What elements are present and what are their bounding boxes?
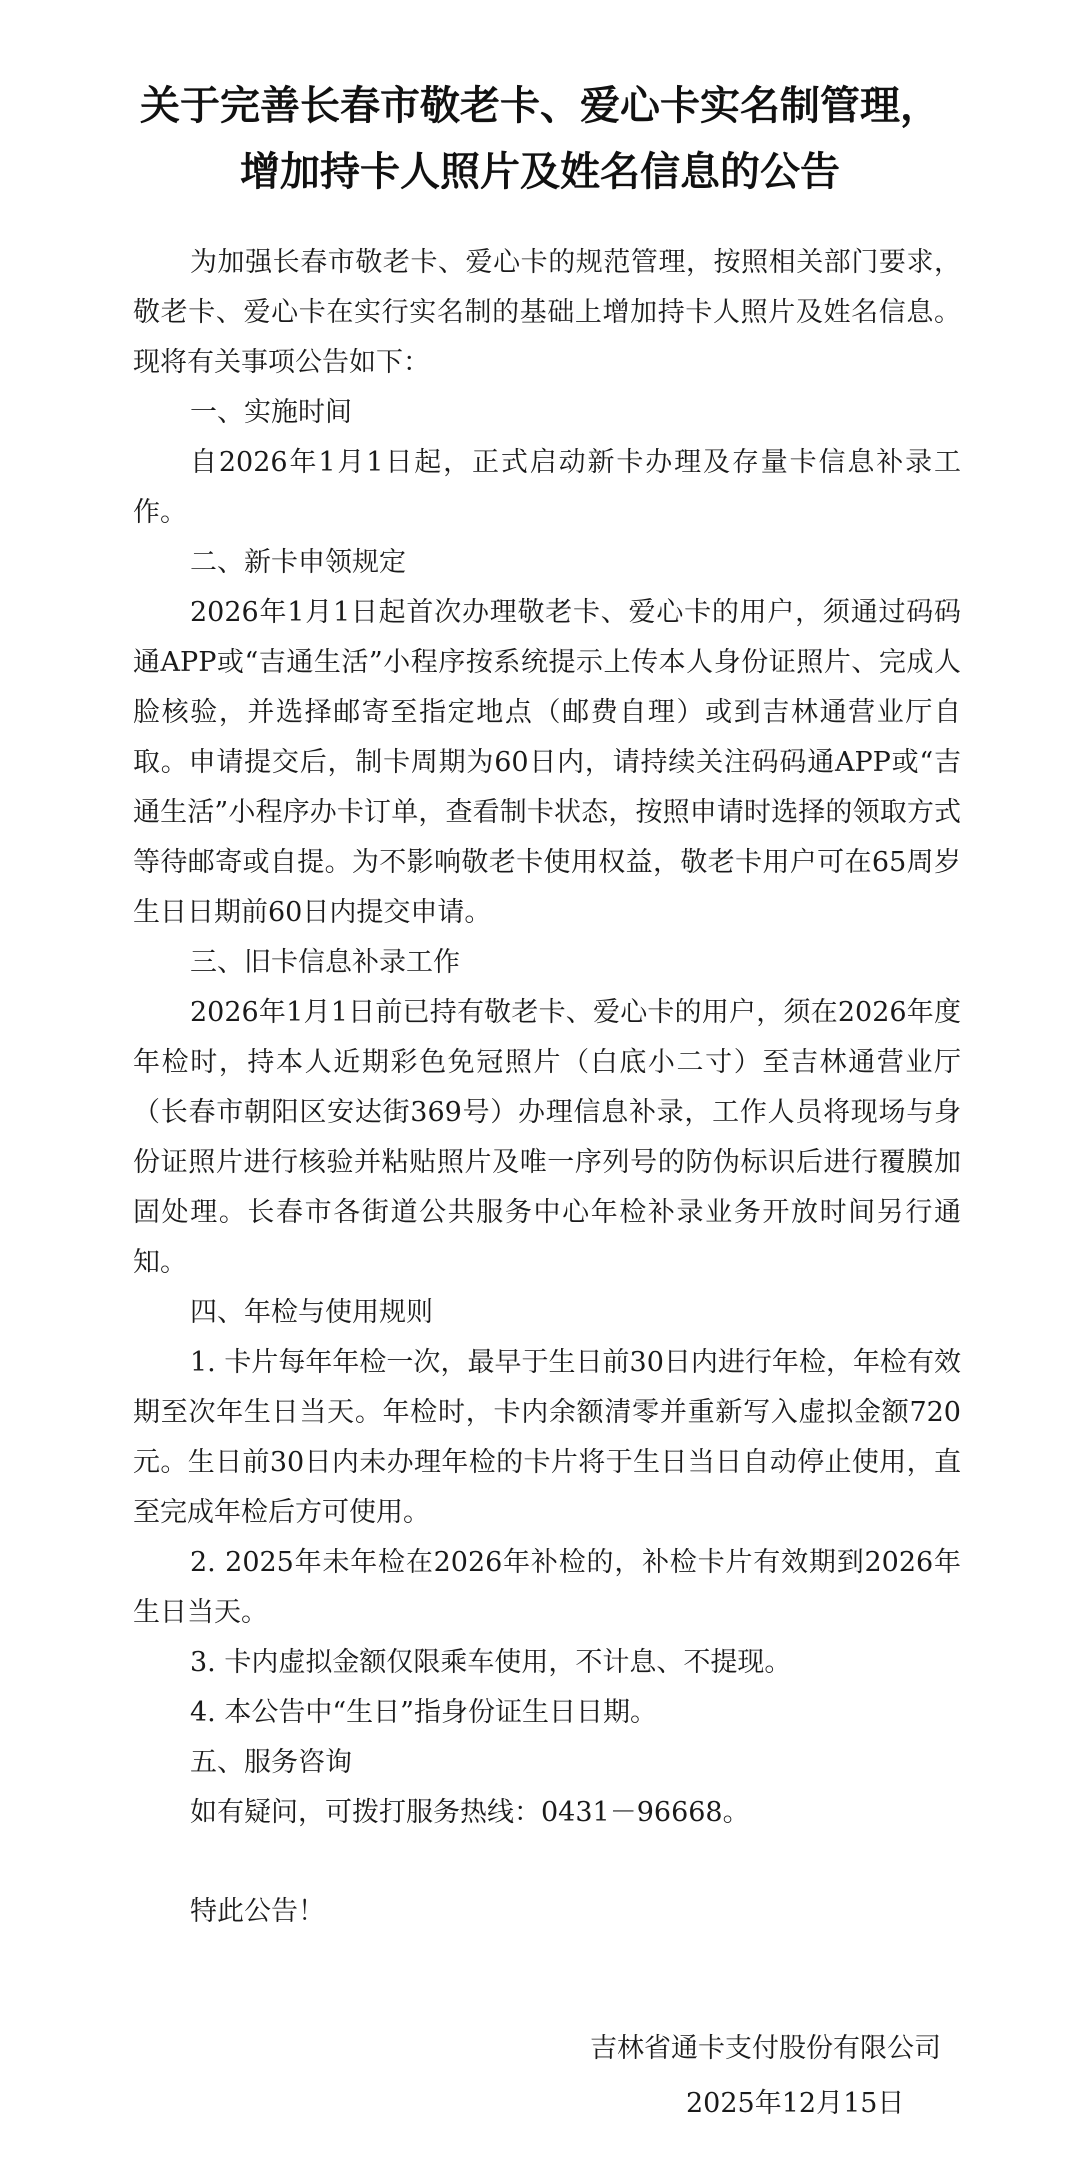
issuer-company: 吉林省通卡支付股份有限公司 bbox=[590, 2033, 941, 2064]
rule-item: 4. 本公告中“生日”指身份证生日日期。 bbox=[190, 1697, 657, 1728]
section-heading-annual-inspection: 四、年检与使用规则 bbox=[190, 1297, 433, 1328]
section-content-new-card-rules: 2026年1月1日起首次办理敬老卡、爱心卡的用户，须通过码码通APP或“吉通生活”小程序按系统提示上传本人身份证照片、完成人脸核验，并选择邮寄至指定地点（邮费自理）或到吉林通营业厅自取。申请提交后，制卡周期为60日内，请持续关注码码通APP或“吉通生活”小程序办卡订单，查看制卡状态，按照申请时选择的领取方式等待邮寄或自提。为不影响敬老卡使用权益，敬老卡用户可在65周岁生日日期前60日内提交申请。 bbox=[133, 597, 961, 928]
section-content-old-card-supplement: 2026年1月1日前已持有敬老卡、爱心卡的用户，须在2026年度年检时，持本人近期彩色免冠照片（白底小二寸）至吉林通营业厅（长春市朝阳区安达街369号）办理信息补录，工作人员将现场与身份证照片进行核验并粘贴照片及唯一序列号的防伪标识后进行覆膜加固处理。长春市各街道公共服务中心年检补录业务开放时间另行通知。 bbox=[133, 997, 961, 1278]
section-content-implementation-time: 自2026年1月1日起，正式启动新卡办理及存量卡信息补录工作。 bbox=[133, 447, 961, 528]
section-heading-implementation-time: 一、实施时间 bbox=[190, 397, 352, 428]
intro-paragraph: 为加强长春市敬老卡、爱心卡的规范管理，按照相关部门要求，敬老卡、爱心卡在实行实名制的基础上增加持卡人照片及姓名信息。现将有关事项公告如下： bbox=[133, 247, 961, 378]
document-body bbox=[133, 238, 961, 1937]
rule-item: 2. 2025年未年检在2026年补检的，补检卡片有效期到2026年生日当天。 bbox=[133, 1547, 961, 1628]
section-heading-old-card-supplement: 三、旧卡信息补录工作 bbox=[190, 947, 460, 978]
paragraph-spacer bbox=[133, 1838, 961, 1887]
section-heading-service-consultation: 五、服务咨询 bbox=[190, 1747, 352, 1778]
closing-statement: 特此公告！ bbox=[190, 1896, 325, 1927]
rule-item: 1. 卡片每年年检一次，最早于生日前30日内进行年检，年检有效期至次年生日当天。年检时，卡内余额清零并重新写入虚拟金额720元。生日前30日内未办理年检的卡片将于生日当日自动停止使用，直至完成年检后方可使用。 bbox=[133, 1347, 961, 1528]
service-hotline-text: 如有疑问，可拨打服务热线：0431－96668。 bbox=[190, 1797, 750, 1828]
issue-date: 2025年12月15日 bbox=[686, 2088, 905, 2119]
document-title-line-1: 关于完善长春市敬老卡、爱心卡实名制管理， bbox=[140, 83, 940, 129]
document-title-line-2: 增加持卡人照片及姓名信息的公告 bbox=[240, 149, 840, 195]
rule-item: 3. 卡内虚拟金额仅限乘车使用，不计息、不提现。 bbox=[190, 1647, 792, 1678]
section-heading-new-card-rules: 二、新卡申领规定 bbox=[190, 547, 406, 578]
